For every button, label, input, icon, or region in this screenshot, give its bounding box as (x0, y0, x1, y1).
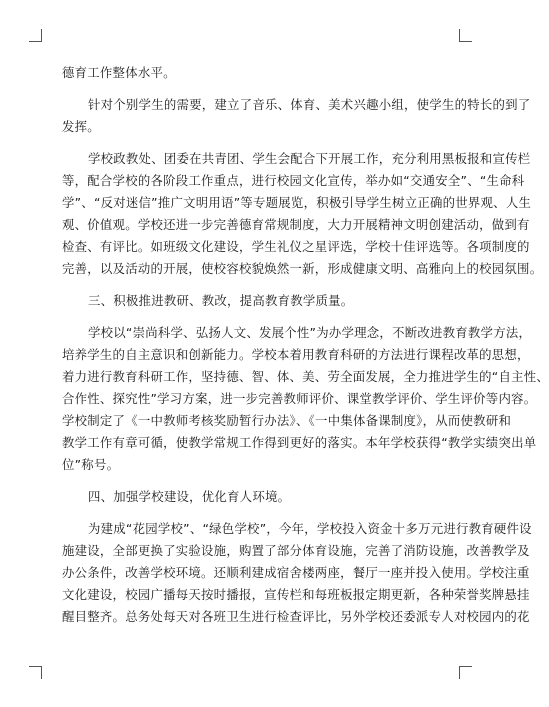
text-line: 学校制定了《一中教师考核奖励暂行办法》、《一中集体备课制度》，从而使教研和 (62, 413, 512, 428)
text-line: 培养学生的自主意识和创新能力。学校本着用教育科研的方法进行课程改革的思想， (62, 347, 530, 362)
text-line: 学校政教处、团委在共青团、学生会配合下开展工作，充分利用黑板报和宣传栏 (88, 151, 531, 166)
text-line: 发挥。 (62, 119, 100, 134)
text-line: 合作性、探究性”学习方案，进一步完善教师评价、课堂教学评价、学生评价等内容。 (62, 391, 537, 406)
crop-mark-bottom-right (459, 666, 472, 679)
text-line: 等，配合学校的各阶段工作重点，进行校园文化宣传，举办如“交通安全”、“生命科 (62, 173, 525, 188)
text-line: 观、价值观。学校还进一步完善德育常规制度，大力开展精神文明创建活动，做到有 (62, 217, 530, 232)
text-line: 教学工作有章可循，使教学常规工作得到更好的落实。本年学校获得“教学实绩突出单 (62, 435, 537, 450)
text-line: 针对个别学生的需要，建立了音乐、体育、美术兴趣小组，使学生的特长的到了 (88, 97, 531, 112)
text-line: 三、积极推进教研、教改，提高教育教学质量。 (88, 293, 354, 308)
text-line: 文化建设，校园广播每天按时播报，宣传栏和每班板报定期更新，各种荣誉奖牌悬挂 (62, 587, 530, 602)
text-line: 位”称号。 (62, 457, 120, 472)
text-line: 完善，以及活动的开展，使校容校貌焕然一新，形成健康文明、高雅向上的校园氛围。 (62, 261, 543, 276)
text-line: 着力进行教育科研工作，坚持德、智、体、美、劳全面发展，全力推进学生的“自主性、 (62, 369, 549, 384)
text-line: 检查、有评比。如班级文化建设，学生礼仪之星评选，学校十佳评选等。各项制度的 (62, 239, 530, 254)
text-line: 学校以“崇尚科学、弘扬人文、发展个性”为办学理念，不断改进教育教学方法， (88, 325, 532, 340)
text-line: 施建设，全部更换了实验设施，购置了部分体育设施，完善了消防设施，改善教学及 (62, 543, 530, 558)
crop-mark-top-left (29, 29, 42, 42)
text-line: 办公条件，改善学校环境。还顺利建成宿舍楼两座，餐厅一座并投入使用。学校注重 (62, 565, 530, 580)
text-line: 德育工作整体水平。 (62, 65, 176, 80)
text-line: 为建成“花园学校”、“绿色学校”，今年，学校投入资金十多万元进行教育硬件设 (88, 521, 532, 536)
text-line: 醒目整齐。总务处每天对各班卫生进行检查评比，另外学校还委派专人对校园内的花 (62, 609, 530, 624)
text-line: 四、加强学校建设，优化育人环境。 (88, 489, 291, 504)
crop-mark-bottom-left (29, 666, 42, 679)
text-line: 学”、“反对迷信”推广文明用语”等专题展览，积极引导学生树立正确的世界观、人生 (62, 195, 532, 210)
crop-mark-top-right (459, 29, 472, 42)
